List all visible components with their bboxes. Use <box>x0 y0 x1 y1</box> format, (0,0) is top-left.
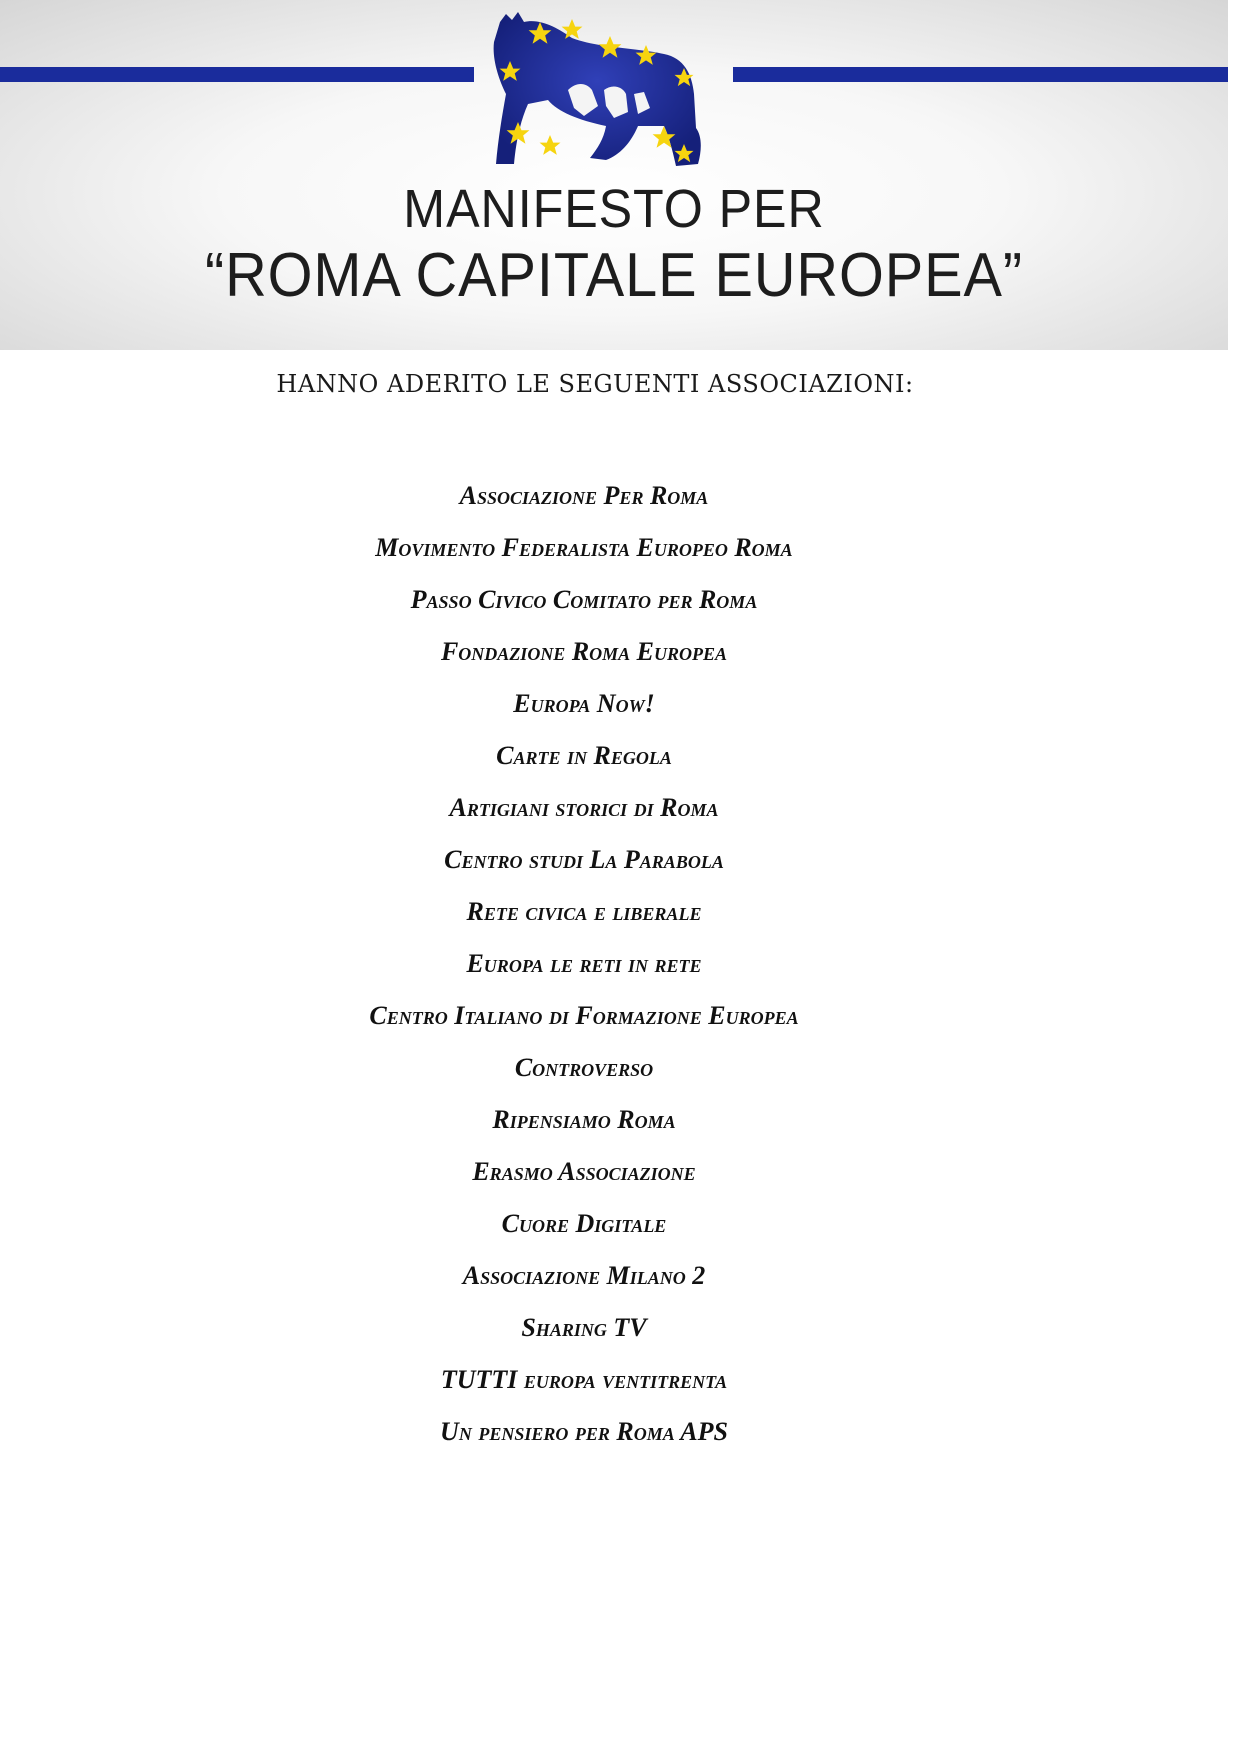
association-item: Cuore Digitale <box>501 1209 667 1238</box>
banner-title-line1: MANIFESTO PER <box>403 179 825 239</box>
association-item: Un pensiero per Roma APS <box>440 1417 728 1446</box>
header-banner <box>0 0 1228 350</box>
association-item: Passo Civico Comitato per Roma <box>410 585 758 614</box>
association-item: Associazione Per Roma <box>459 481 709 510</box>
intro-heading: HANNO ADERITO LE SEGUENTI ASSOCIAZIONI: <box>276 370 914 398</box>
association-item: Europa Now! <box>513 689 655 718</box>
association-item: Ripensiamo Roma <box>492 1105 676 1134</box>
association-item: Erasmo Associazione <box>472 1157 696 1186</box>
association-item: Europa le reti in rete <box>466 949 702 978</box>
banner-title-line2: “ROMA CAPITALE EUROPEA” <box>204 241 1024 310</box>
association-item: Sharing TV <box>521 1313 647 1342</box>
banner-left-stripe <box>0 67 474 82</box>
banner-right-stripe <box>733 67 1228 82</box>
association-item: Controverso <box>514 1053 654 1082</box>
association-item: TUTTI europa ventitrenta <box>440 1365 728 1394</box>
association-item: Movimento Federalista Europeo Roma <box>375 533 793 562</box>
association-item: Fondazione Roma Europea <box>440 637 728 666</box>
association-item: Centro studi La Parabola <box>444 845 724 874</box>
associations-list <box>0 470 1168 1458</box>
association-item: Rete civica e liberale <box>466 897 702 926</box>
association-item: Artigiani storici di Roma <box>449 793 719 822</box>
association-item: Associazione Milano 2 <box>462 1261 706 1290</box>
association-item: Carte in Regola <box>496 741 672 770</box>
capitoline-wolf-eu-flag-logo <box>488 8 720 172</box>
association-item: Centro Italiano di Formazione Europea <box>369 1001 799 1030</box>
